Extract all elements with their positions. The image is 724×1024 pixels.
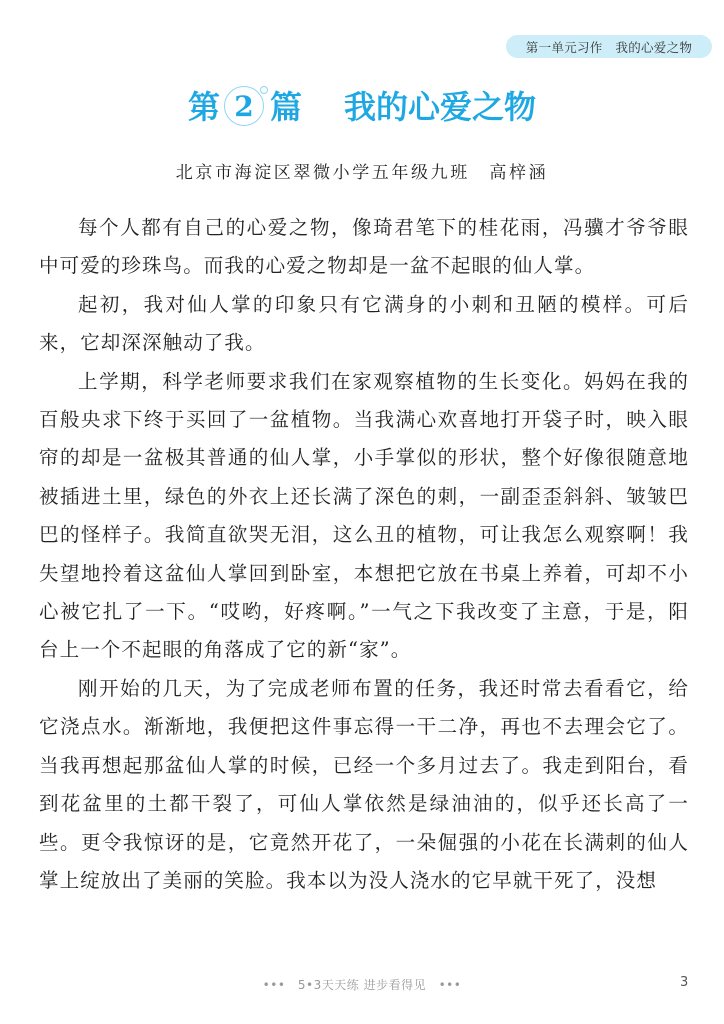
article-number-badge bbox=[222, 84, 268, 130]
page-number: 3 bbox=[680, 975, 689, 990]
section-header-badge bbox=[506, 35, 712, 58]
essay-body bbox=[39, 209, 689, 900]
page-title bbox=[0, 82, 724, 132]
title-prefix: 第 bbox=[187, 88, 220, 126]
article-number: 2 bbox=[234, 90, 254, 123]
paragraph: 刚开始的几天，为了完成老师布置的任务，我还时常去看看它，给它浇点水。渐渐地，我便把这件事忘得一干二净，再也不去理会它了。当我再想起那盆仙人掌的时候，已经一个多月过去了。我走到阳台，看到花盆里的土都干裂了，可仙人掌依然是绿油油的，似乎还长高了一些。更令我惊讶的是，它竟然开花了，一朵倔强的小花在长满刺的仙人掌上绽放出了美丽的笑脸。我本以为没人浇水的它早就干死了，没想 bbox=[39, 676, 689, 892]
title-text: 我的心爱之物 bbox=[344, 88, 537, 126]
paragraph: 上学期，科学老师要求我们在家观察植物的生长变化。妈妈在我的百般央求下终于买回了一盆植物。当我满心欢喜地打开袋子时，映入眼帘的却是一盆极其普通的仙人掌，小手掌似的形状，整个好像很随意地被插进土里，绿色的外衣上还长满了深色的刺，一副歪歪斜斜、皱皱巴巴的怪样子。我简直欲哭无泪，这么丑的植物，可让我怎么观察啊！我失望地拎着这盆仙人掌回到卧室，本想把它放在书桌上养着，可却不小心被它扎了一下。“哎哟，好疼啊。”一气之下我改变了主意，于是，阳台上一个不起眼的角落成了它的新“家”。 bbox=[39, 369, 689, 662]
paragraph: 每个人都有自己的心爱之物，像琦君笔下的桂花雨，冯骥才爷爷眼中可爱的珍珠鸟。而我的心爱之物却是一盆不起眼的仙人掌。 bbox=[39, 216, 689, 278]
title-suffix: 篇 bbox=[269, 88, 302, 126]
author-line: 北京市海淀区翠微小学五年级九班 高梓涵 bbox=[175, 163, 549, 183]
footer-slogan: ••• 5•3天天练 进步看得见 ••• bbox=[262, 978, 462, 992]
paragraph: 起初，我对仙人掌的印象只有它满身的小刺和丑陋的模样。可后来，它却深深触动了我。 bbox=[39, 292, 689, 355]
section-label: 第一单元习作 我的心爱之物 bbox=[525, 39, 693, 55]
